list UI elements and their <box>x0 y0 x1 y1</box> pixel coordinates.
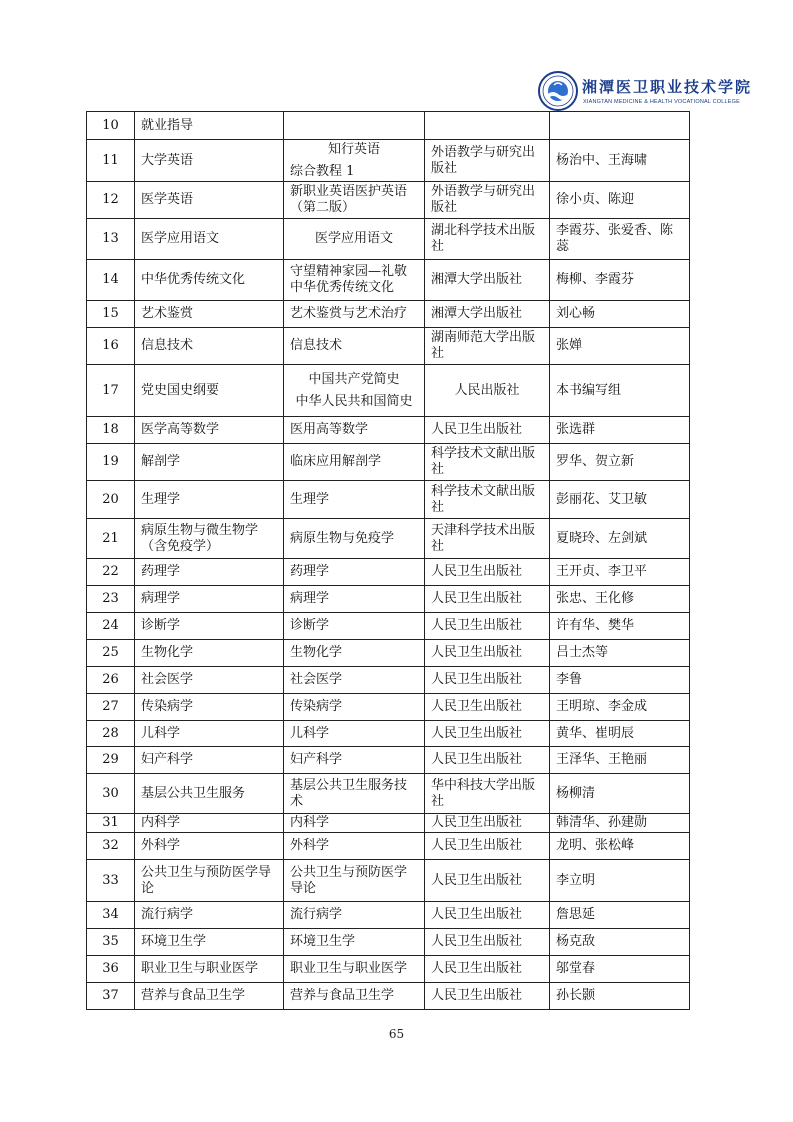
table-row <box>87 814 690 833</box>
publisher <box>425 112 550 140</box>
author: 徐小贞、陈迎 <box>550 182 690 219</box>
course-name: 诊断学 <box>135 613 284 640</box>
textbook-title: 基层公共卫生服务技术 <box>284 774 425 814</box>
table-row <box>87 301 690 328</box>
textbook-title: 环境卫生学 <box>284 929 425 956</box>
row-number: 31 <box>87 814 135 833</box>
table-row <box>87 694 690 721</box>
author: 李霞芬、张爱香、陈蕊 <box>550 219 690 260</box>
author: 龙明、张松峰 <box>550 833 690 860</box>
table-row <box>87 182 690 219</box>
table-row <box>87 444 690 481</box>
course-name: 儿科学 <box>135 721 284 747</box>
author: 李立明 <box>550 860 690 902</box>
course-name: 就业指导 <box>135 112 284 140</box>
publisher: 人民卫生出版社 <box>425 902 550 929</box>
row-number: 15 <box>87 301 135 328</box>
publisher: 科学技术文献出版社 <box>425 481 550 519</box>
publisher: 天津科学技术出版社 <box>425 519 550 559</box>
author: 刘心畅 <box>550 301 690 328</box>
author: 梅柳、李霞芬 <box>550 260 690 301</box>
table-row <box>87 860 690 902</box>
row-number: 20 <box>87 481 135 519</box>
textbook-title: 儿科学 <box>284 721 425 747</box>
course-name: 病理学 <box>135 586 284 613</box>
publisher: 人民卫生出版社 <box>425 983 550 1010</box>
textbook-title <box>284 365 425 417</box>
textbook-title: 生物化学 <box>284 640 425 667</box>
table-row <box>87 586 690 613</box>
table-row <box>87 902 690 929</box>
publisher: 人民卫生出版社 <box>425 586 550 613</box>
textbook-title-line: 中华人民共和国简史 <box>295 393 413 409</box>
author: 王开贞、李卫平 <box>550 559 690 586</box>
textbook-title <box>284 112 425 140</box>
textbook-title: 营养与食品卫生学 <box>284 983 425 1010</box>
publisher: 人民卫生出版社 <box>425 667 550 694</box>
textbook-title: 临床应用解剖学 <box>284 444 425 481</box>
publisher: 科学技术文献出版社 <box>425 444 550 481</box>
author: 罗华、贺立新 <box>550 444 690 481</box>
college-name: 湘潭医卫职业技术学院 <box>582 78 753 96</box>
textbook-title: 信息技术 <box>284 328 425 365</box>
textbook-title: 传染病学 <box>284 694 425 721</box>
row-number: 27 <box>87 694 135 721</box>
publisher: 外语教学与研究出版社 <box>425 182 550 219</box>
college-emblem-icon <box>538 71 578 111</box>
publisher: 湘潭大学出版社 <box>425 301 550 328</box>
table-row <box>87 833 690 860</box>
course-name: 妇产科学 <box>135 747 284 774</box>
author: 王明琼、李金成 <box>550 694 690 721</box>
row-number: 11 <box>87 140 135 182</box>
course-name: 公共卫生与预防医学导论 <box>135 860 284 902</box>
row-number: 19 <box>87 444 135 481</box>
row-number: 16 <box>87 328 135 365</box>
course-name: 党史国史纲要 <box>135 365 284 417</box>
author: 邬堂春 <box>550 956 690 983</box>
author: 杨克敌 <box>550 929 690 956</box>
row-number: 32 <box>87 833 135 860</box>
publisher: 外语教学与研究出版社 <box>425 140 550 182</box>
row-number: 14 <box>87 260 135 301</box>
college-name-en: XIANGTAN MEDICINE & HEALTH VOCATIONAL COLLEGE <box>583 99 741 105</box>
course-name: 生物化学 <box>135 640 284 667</box>
table-row <box>87 667 690 694</box>
author: 张婵 <box>550 328 690 365</box>
textbook-title: 职业卫生与职业医学 <box>284 956 425 983</box>
publisher: 人民卫生出版社 <box>425 721 550 747</box>
author: 王泽华、王艳丽 <box>550 747 690 774</box>
textbook-title: 艺术鉴赏与艺术治疗 <box>284 301 425 328</box>
table-row <box>87 774 690 814</box>
textbook-title: 药理学 <box>284 559 425 586</box>
row-number: 23 <box>87 586 135 613</box>
author <box>550 112 690 140</box>
publisher: 人民卫生出版社 <box>425 814 550 833</box>
course-name: 艺术鉴赏 <box>135 301 284 328</box>
row-number: 21 <box>87 519 135 559</box>
textbook-title <box>284 140 425 182</box>
course-name: 药理学 <box>135 559 284 586</box>
author: 李鲁 <box>550 667 690 694</box>
course-name: 基层公共卫生服务 <box>135 774 284 814</box>
textbook-title-line: 知行英语 <box>327 141 380 157</box>
textbook-title: 守望精神家园—礼敬中华优秀传统文化 <box>284 260 425 301</box>
publisher: 人民卫生出版社 <box>425 929 550 956</box>
publisher: 人民出版社 <box>425 365 550 417</box>
course-name: 医学英语 <box>135 182 284 219</box>
textbook-title: 病理学 <box>284 586 425 613</box>
textbook-title: 生理学 <box>284 481 425 519</box>
textbook-table <box>86 111 690 1010</box>
table-row <box>87 219 690 260</box>
row-number: 13 <box>87 219 135 260</box>
course-name: 信息技术 <box>135 328 284 365</box>
textbook-title-line: 综合教程 1 <box>290 163 355 179</box>
course-name: 解剖学 <box>135 444 284 481</box>
author: 韩清华、孙建勋 <box>550 814 690 833</box>
row-number: 36 <box>87 956 135 983</box>
table-row <box>87 112 690 140</box>
table-row <box>87 328 690 365</box>
publisher: 人民卫生出版社 <box>425 559 550 586</box>
author: 孙长颢 <box>550 983 690 1010</box>
row-number: 10 <box>87 112 135 140</box>
author: 杨柳清 <box>550 774 690 814</box>
author: 杨治中、王海啸 <box>550 140 690 182</box>
table-row <box>87 481 690 519</box>
publisher: 人民卫生出版社 <box>425 747 550 774</box>
table-row <box>87 747 690 774</box>
textbook-title: 内科学 <box>284 814 425 833</box>
author: 吕士杰等 <box>550 640 690 667</box>
table-row <box>87 613 690 640</box>
publisher: 人民卫生出版社 <box>425 417 550 444</box>
row-number: 18 <box>87 417 135 444</box>
textbook-title-line: 中国共产党简史 <box>308 371 400 387</box>
table-row <box>87 956 690 983</box>
row-number: 35 <box>87 929 135 956</box>
course-name: 病原生物与微生物学（含免疫学） <box>135 519 284 559</box>
row-number: 25 <box>87 640 135 667</box>
course-name: 传染病学 <box>135 694 284 721</box>
table-row <box>87 559 690 586</box>
table-row <box>87 140 690 182</box>
publisher: 人民卫生出版社 <box>425 613 550 640</box>
publisher: 人民卫生出版社 <box>425 860 550 902</box>
row-number: 17 <box>87 365 135 417</box>
textbook-title: 医学应用语文 <box>284 219 425 260</box>
textbook-title: 公共卫生与预防医学导论 <box>284 860 425 902</box>
row-number: 33 <box>87 860 135 902</box>
row-number: 26 <box>87 667 135 694</box>
author: 黄华、崔明辰 <box>550 721 690 747</box>
textbook-title: 妇产科学 <box>284 747 425 774</box>
author: 许有华、樊华 <box>550 613 690 640</box>
author: 夏晓玲、左剑斌 <box>550 519 690 559</box>
course-name: 外科学 <box>135 833 284 860</box>
table-row <box>87 721 690 747</box>
author: 张选群 <box>550 417 690 444</box>
course-name: 大学英语 <box>135 140 284 182</box>
row-number: 28 <box>87 721 135 747</box>
textbook-title: 流行病学 <box>284 902 425 929</box>
row-number: 24 <box>87 613 135 640</box>
course-name: 医学高等数学 <box>135 417 284 444</box>
table-row <box>87 260 690 301</box>
publisher: 湖北科学技术出版社 <box>425 219 550 260</box>
table-row <box>87 417 690 444</box>
row-number: 30 <box>87 774 135 814</box>
table-row <box>87 640 690 667</box>
row-number: 29 <box>87 747 135 774</box>
textbook-title: 新职业英语医护英语（第二版） <box>284 182 425 219</box>
course-name: 社会医学 <box>135 667 284 694</box>
row-number: 37 <box>87 983 135 1010</box>
textbook-title: 社会医学 <box>284 667 425 694</box>
publisher: 人民卫生出版社 <box>425 640 550 667</box>
publisher: 人民卫生出版社 <box>425 694 550 721</box>
row-number: 22 <box>87 559 135 586</box>
course-name: 医学应用语文 <box>135 219 284 260</box>
course-name: 中华优秀传统文化 <box>135 260 284 301</box>
row-number: 34 <box>87 902 135 929</box>
table-row <box>87 365 690 417</box>
page-number: 65 <box>388 1027 405 1041</box>
publisher: 人民卫生出版社 <box>425 956 550 983</box>
publisher: 华中科技大学出版社 <box>425 774 550 814</box>
author: 本书编写组 <box>550 365 690 417</box>
course-name: 生理学 <box>135 481 284 519</box>
row-number: 12 <box>87 182 135 219</box>
publisher: 湖南师范大学出版社 <box>425 328 550 365</box>
textbook-title: 病原生物与免疫学 <box>284 519 425 559</box>
course-name: 内科学 <box>135 814 284 833</box>
course-name: 环境卫生学 <box>135 929 284 956</box>
table-row <box>87 929 690 956</box>
author: 彭丽花、艾卫敏 <box>550 481 690 519</box>
publisher: 湘潭大学出版社 <box>425 260 550 301</box>
table-row <box>87 983 690 1010</box>
author: 詹思延 <box>550 902 690 929</box>
textbook-title: 诊断学 <box>284 613 425 640</box>
course-name: 流行病学 <box>135 902 284 929</box>
course-name: 营养与食品卫生学 <box>135 983 284 1010</box>
author: 张忠、王化修 <box>550 586 690 613</box>
textbook-title: 外科学 <box>284 833 425 860</box>
course-name: 职业卫生与职业医学 <box>135 956 284 983</box>
table-row <box>87 519 690 559</box>
textbook-title: 医用高等数学 <box>284 417 425 444</box>
publisher: 人民卫生出版社 <box>425 833 550 860</box>
